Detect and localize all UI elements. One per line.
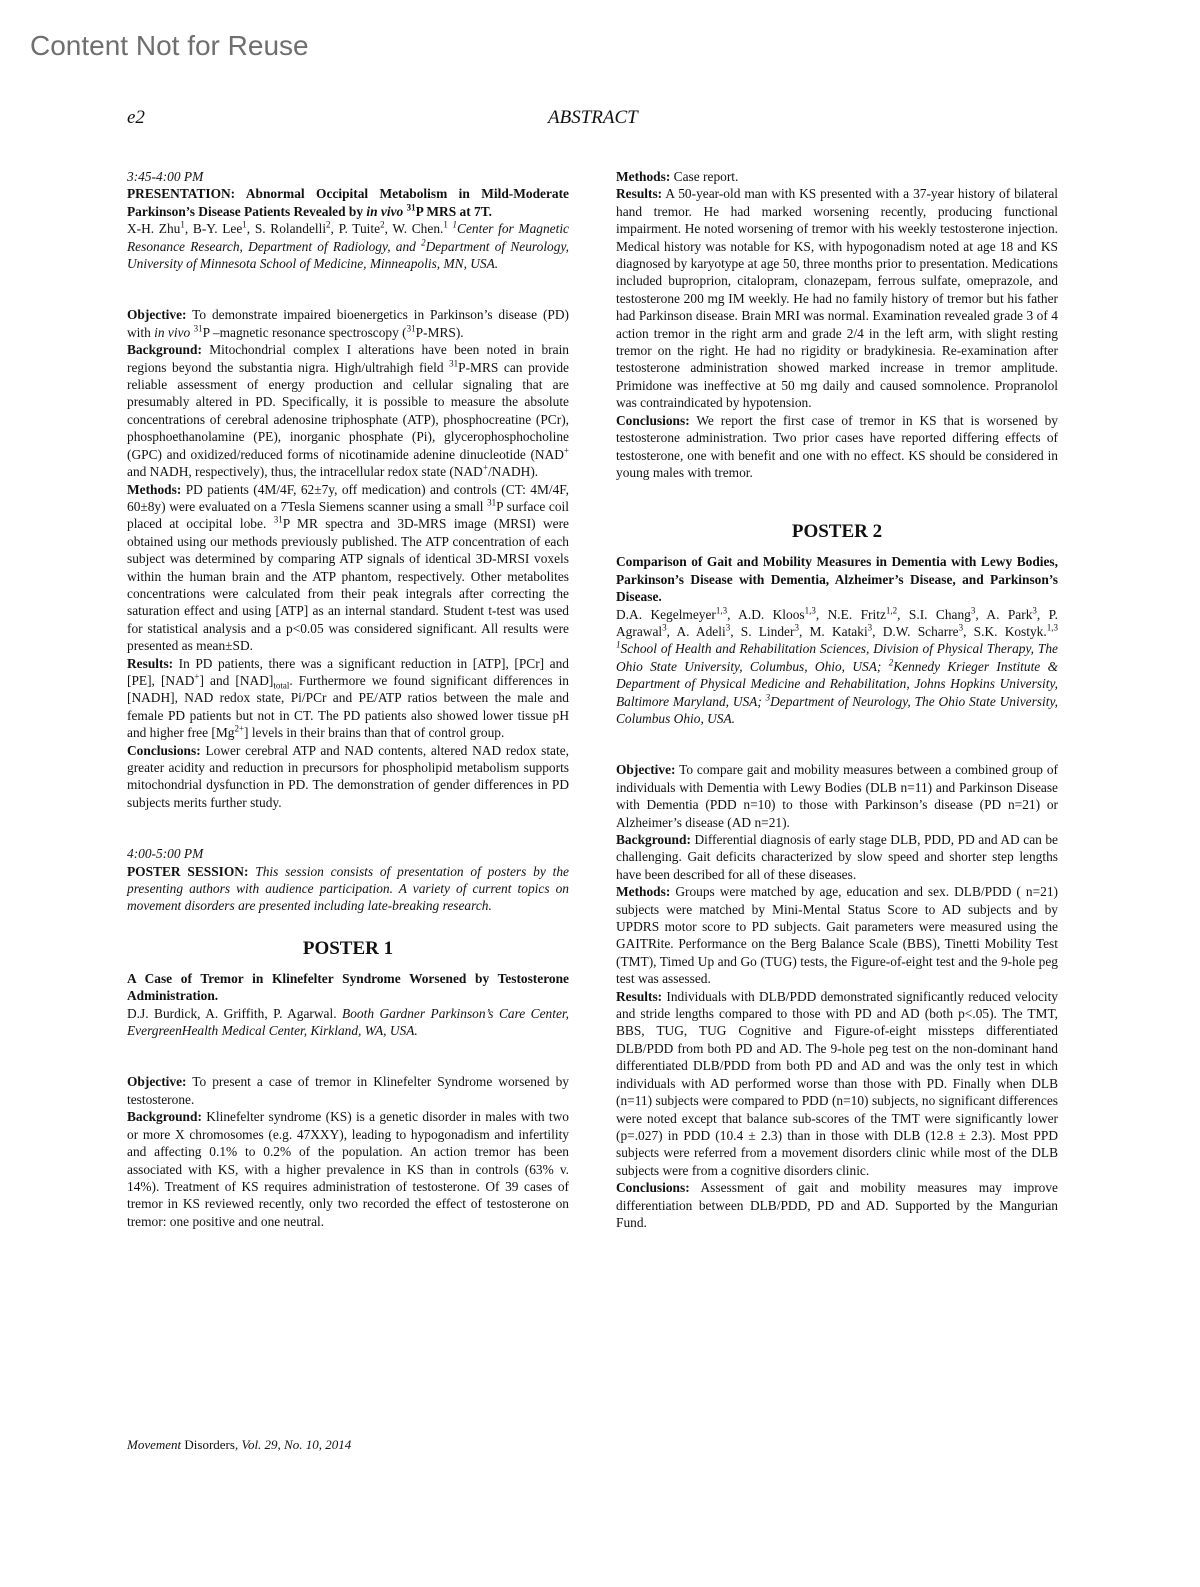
- poster-methods: Methods: Groups were matched by age, education and sex. DLB/PDD ( n=21) subjects were matched by Mini-Mental Status Score to AD subjects and by UPDRS motor score to PD subjects. Gait parameters were measured using the GAITRite. Performance on the Berg Balance Scale (BBS), Tinetti Mobility Test (TMT), Timed Up and Go (TUG) tests, the Figure-of-eight test and the 9-hole peg test was assessed.: [616, 884, 1058, 987]
- abstract-methods: Methods: PD patients (4M/4F, 62±7y, off medication) and controls (CT: 4M/4F, 60±8y) were evaluated on a 7Tesla Siemens scanner using a small $^{31}$P surface coil placed at occipital lobe. $^{31}$P MR spectra and 3D-MRS image (MRSI) were obtained using our methods previously published. The ATP concentration of each subject was determined by comparing ATP signals of identical 3D-MRSI voxels within the human brain and the ATP phantom, respectively. Other metabolites concentrations were calculated from their peak integrals after correcting the saturation effect and using [ATP] as an internal standard. Student t-test was used for statistical analysis and a p<0.05 was considered significant. All results were presented as mean±SD.: [127, 481, 569, 654]
- abstract-results: Results: In PD patients, there was a significant reduction in [ATP], [PCr] and [PE], [NAD+] and $[NAD]_{total}$. Furthermore we found significant differences in [NADH], NAD redox state, Pi/PCr and PE/ATP ratios between the male and female PD patients but not in CT. The PD patients also showed lower tissue pH and higher free $[Mg^{2+}]$ levels in their brains than that of control group.: [127, 655, 569, 741]
- poster-heading: POSTER 1: [302, 937, 394, 959]
- poster-1: [127, 938, 569, 1230]
- poster-session: [127, 845, 569, 915]
- abstract-objective: Objective: To demonstrate impaired bioenergetics in Parkinson’s disease (PD) with in vivo $^{31}$P –magnetic resonance spectroscopy ($^{31}$P-MRS).: [127, 307, 569, 340]
- running-head: ABSTRACT: [548, 107, 638, 128]
- abstract-presentation: [127, 168, 569, 811]
- watermark: Content Not for Reuse: [30, 30, 309, 61]
- poster-methods: Methods: Case report.: [616, 169, 739, 184]
- poster-session-description: POSTER SESSION: This session consists of presentation of posters by the presenting authors with audience participation. A variety of current topics on movement disorders are presented including late-breaking research.: [127, 863, 569, 914]
- poster-background: Background: Differential diagnosis of early stage DLB, PDD, PD and AD can be challenging. Gait deficits characterized by slow speed and shorter step lengths have been described for all of these diseases.: [616, 832, 1058, 882]
- poster-objective: Objective: To compare gait and mobility measures between a combined group of individuals with Dementia with Lewy Bodies (DLB n=11) and Parkinson Disease with Dementia (PDD n=10) to those with Parkinson’s disease (PD n=21) or Alzheimer’s disease (AD n=21).: [616, 762, 1058, 830]
- session-time: 3:45-4:00 PM: [127, 169, 204, 184]
- abstract-background: Background: Mitochondrial complex I alterations have been noted in brain regions beyond the substantia nigra. High/ultrahigh field $^{31}$P-MRS can provide reliable assessment of energy production and cellular signaling that are presumably altered in PD. Specifically, it is possible to measure the absolute concentrations of cerebral adenosine triphosphate (ATP), phosphocreatine (PCr), phosphoethanolamine (PE), inorganic phosphate (Pi), glycerophosphocholine (GPC) and oxidized/reduced forms of nicotinamide adenine dinucleotide (NAD+ and NADH, respectively), thus, the intracellular redox state (NAD+/NADH).: [127, 342, 569, 480]
- left-column: [127, 168, 569, 1230]
- journal-footer: Movement Disorders, Vol. 29, No. 10, 2014: [127, 1437, 352, 1452]
- poster-authors: D.A. Kegelmeyer$^{1,3}$, A.D. Kloos$^{1,3}$, N.E. Fritz$^{1,2}$, S.I. Chang$^3$, A. Park$^3$, P. Agrawal$^3$, A. Adeli$^3$, S. Linder$^3$, M. Kataki$^3$, D.W. Scharre$^3$, S.K. Kostyk.$^{1,3}$ $^1$School of Health and Rehabilitation Sciences, Division of Physical Therapy, The Ohio State University, Columbus, Ohio, USA; $^2$Kennedy Krieger Institute & Department of Physical Medicine and Rehabilitation, Johns Hopkins University, Baltimore Maryland, USA; $^3$Department of Neurology, The Ohio State University, Columbus Ohio, USA.: [616, 605, 1058, 726]
- session-time: 4:00-5:00 PM: [127, 846, 204, 862]
- poster-results: Results: A 50-year-old man with KS presented with a 37-year history of bilateral hand tremor. He had marked worsening recently, producing functional impairment. He noted worsening of tremor with his weekly testosterone injection. Medical history was notable for KS, with hypogonadism noted at age 18 and KS diagnosed by karyotype at age 50, three months prior to presentation. Medications included buproprion, citalopram, clonazepam, ferrous sulfate, omeprazole, and testosterone 200 mg IM weekly. He had no family history of tremor but his father had Parkinson disease. Brain MRI was normal. Examination revealed grade 3 of 4 action tremor in the right arm and grade 2/4 in the left arm, with slight resting tremor on the right. He had no rigidity or bradykinesia. Re-examination after testosterone administration showed marked increase in tremor amplitude. Primidone was ineffective at 50 mg daily and caused somnolence. Propranolol was contraindicated by hypotension.: [616, 186, 1059, 411]
- poster-conclusions: Conclusions: Assessment of gait and mobility measures may improve differentiation between DLB/PDD, PD and AD. Supported by the Mangurian Fund.: [616, 1180, 1058, 1230]
- poster-authors: D.J. Burdick, A. Griffith, P. Agarwal. Booth Gardner Parkinson’s Care Center, EvergreenHealth Medical Center, Kirkland, WA, USA.: [127, 1005, 569, 1039]
- poster-title: Comparison of Gait and Mobility Measures in Dementia with Lewy Bodies, Parkinson’s Disease with Dementia, Alzheimer’s Disease, and Parkinson’s Disease.: [616, 554, 1058, 605]
- poster-results: Results: Individuals with DLB/PDD demonstrated significantly reduced velocity and stride lengths compared to those with PD and AD (both p<.05). The TMT, BBS, TUG, TUG Cognitive and Figure-of-eight missteps differentiated DLB/PDD from both PD and AD. The 9-hole peg test on the non-dominant hand differentiated DLB/PDD from both PD and AD and was the only test in which individuals with AD performed worse than those with PD. Finally when DLB (n=11) subjects were compared to PDD (n=10) subjects, no significant differences were noted except that balance sub-scores of the TMT were significantly lower (p=.027) in PDD (10.4 ± 2.3) than in those with DLB (12.8 ± 2.3). Most PPD subjects were referred from a movement disorders clinic while most of the DLB subjects were from a cognitive disorders clinic.: [616, 988, 1058, 1178]
- poster-1-continued: [616, 168, 1058, 481]
- right-column: [616, 168, 1058, 1231]
- abstract-conclusions: Conclusions: Lower cerebral ATP and NAD contents, altered NAD redox state, greater acidity and reduction in precursors for phospholipid metabolism supports mitochondrial dysfunction in PD. The demonstration of gender differences in PD subjects merits further study.: [127, 742, 569, 810]
- poster-title: A Case of Tremor in Klinefelter Syndrome Worsened by Testosterone Administration.: [127, 970, 569, 1004]
- poster-background: Background: Klinefelter syndrome (KS) is a genetic disorder in males with two or more X chromosomes (e.g. 47XXY), leading to hypogonadism and infertility and affecting 0.1% to 0.2% of the population. An action tremor has been associated with KS, with a higher prevalence in KS than in controls (63% v. 14%). Treatment of KS requires administration of testosterone. Of 39 cases of tremor in KS reviewed recently, only two recorded the effect of testosterone on tremor: one positive and one neutral.: [127, 1109, 569, 1229]
- abstract-authors: X-H. Zhu$^1$, B-Y. Lee$^1$, S. Rolandelli$^2$, P. Tuite$^2$, W. Chen.$^1$ $^1$Center for Magnetic Resonance Research, Department of Radiology, and $^2$Department of Neurology, University of Minnesota School of Medicine, Minneapolis, MN, USA.: [127, 219, 570, 272]
- poster-heading: POSTER 2: [791, 521, 883, 543]
- abstract-title: PRESENTATION: Abnormal Occipital Metabolism in Mild-Moderate Parkinson’s Disease Patients Revealed by in vivo $^{31}$P MRS at 7T.: [127, 186, 570, 219]
- poster-objective: Objective: To present a case of tremor in Klinefelter Syndrome worsened by testosterone.: [127, 1074, 570, 1107]
- poster-2: [616, 521, 1058, 1231]
- poster-conclusions: Conclusions: We report the first case of tremor in KS that is worsened by testosterone administration. Two prior cases have reported differing effects of testosterone, one with benefit and one with no effect. KS should be considered in young males with tremor.: [616, 412, 1058, 480]
- page-number: e2: [127, 107, 145, 128]
